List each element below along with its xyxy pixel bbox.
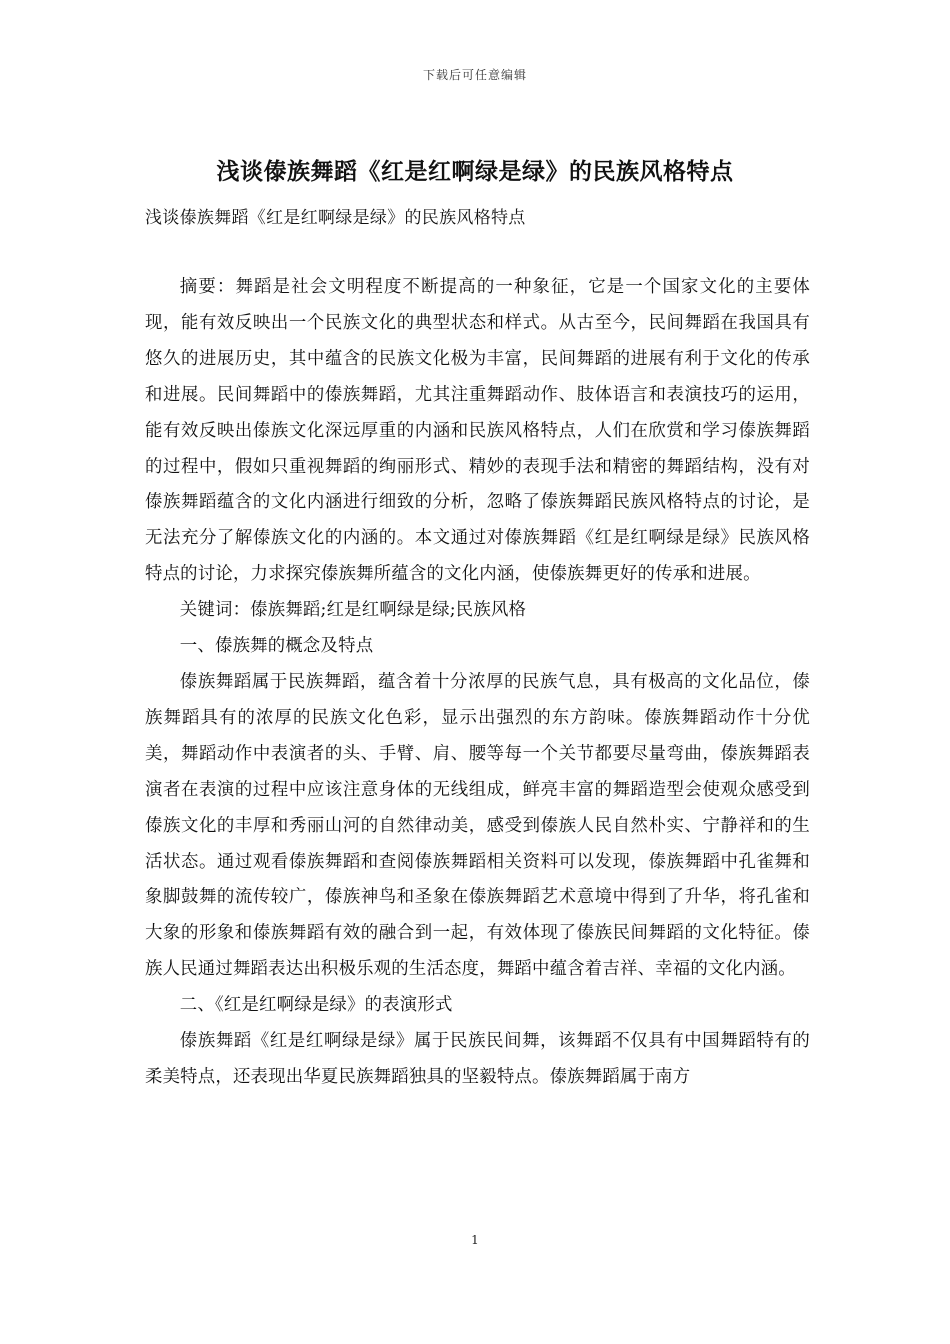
keywords-paragraph: 关键词：傣族舞蹈;红是红啊绿是绿;民族风格 [179, 600, 527, 621]
document-body [145, 270, 810, 1096]
section-2-paragraph: 傣族舞蹈《红是红啊绿是绿》属于民族民间舞，该舞蹈不仅具有中国舞蹈特有的柔美特点，还表现出华夏民族舞蹈独具的坚毅特点。傣族舞蹈属于南方 [145, 1031, 810, 1087]
section-heading-1: 一、傣族舞的概念及特点 [179, 636, 374, 657]
header-note: 下载后可任意编辑 [422, 68, 527, 82]
page-number: 1 [471, 1233, 479, 1247]
section-heading-2: 二、《红是红啊绿是绿》的表演形式 [179, 995, 453, 1016]
document-subtitle: 浅谈傣族舞蹈《红是红啊绿是绿》的民族风格特点 [145, 208, 526, 228]
abstract-paragraph: 摘要：舞蹈是社会文明程度不断提高的一种象征，它是一个国家文化的主要体现，能有效反映出一个民族文化的典型状态和样式。从古至今，民间舞蹈在我国具有悠久的进展历史，其中蕴含的民族文化极为丰富，民间舞蹈的进展有利于文化的传承和进展。民间舞蹈中的傣族舞蹈，尤其注重舞蹈动作、肢体语言和表演技巧的运用，能有效反映出傣族文化深远厚重的内涵和民族风格特点，人们在欣赏和学习傣族舞蹈的过程中，假如只重视舞蹈的绚丽形式、精妙的表现手法和精密的舞蹈结构，没有对傣族舞蹈蕴含的文化内涵进行细致的分析，忽略了傣族舞蹈民族风格特点的讨论，是无法充分了解傣族文化的内涵的。本文通过对傣族舞蹈《红是红啊绿是绿》民族风格特点的讨论，力求探究傣族舞所蕴含的文化内涵，使傣族舞更好的传承和进展。 [145, 277, 810, 585]
document-title: 浅谈傣族舞蹈《红是红啊绿是绿》的民族风格特点 [216, 158, 734, 185]
section-1-paragraph: 傣族舞蹈属于民族舞蹈，蕴含着十分浓厚的民族气息，具有极高的文化品位，傣族舞蹈具有的浓厚的民族文化色彩，显示出强烈的东方韵味。傣族舞蹈动作十分优美，舞蹈动作中表演者的头、手臂、肩、腰等每一个关节都要尽量弯曲，傣族舞蹈表演者在表演的过程中应该注意身体的无线组成，鲜亮丰富的舞蹈造型会使观众感受到傣族文化的丰厚和秀丽山河的自然律动美，感受到傣族人民自然朴实、宁静祥和的生活状态。通过观看傣族舞蹈和查阅傣族舞蹈相关资料可以发现，傣族舞蹈中孔雀舞和象脚鼓舞的流传较广，傣族神鸟和圣象在傣族舞蹈艺术意境中得到了升华，将孔雀和大象的形象和傣族舞蹈有效的融合到一起，有效体现了傣族民间舞蹈的文化特征。傣族人民通过舞蹈表达出积极乐观的生活态度，舞蹈中蕴含着吉祥、幸福的文化内涵。 [145, 671, 810, 980]
